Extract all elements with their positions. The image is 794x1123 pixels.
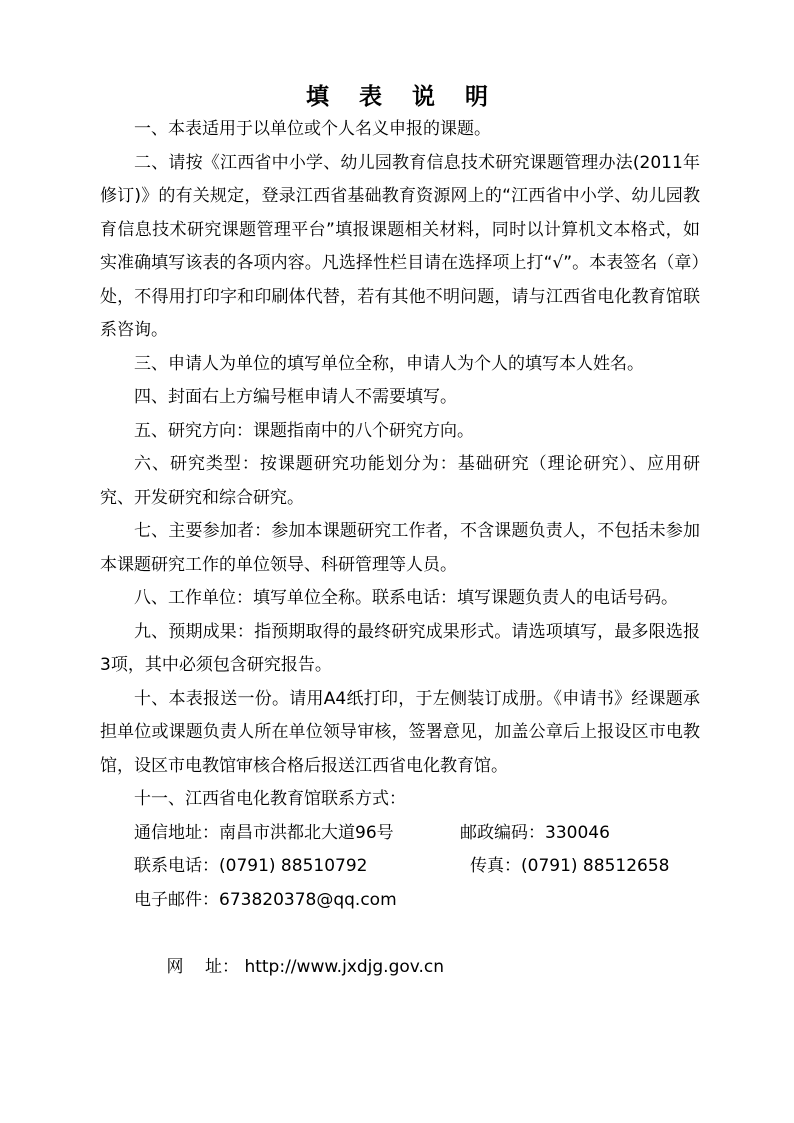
contact-row-email [100,884,700,918]
contact-fax: 传真：(0791) 88512658 [470,856,670,876]
instruction-item-10: 十、本表报送一份。请用A4纸打印，于左侧装订成册。《申请书》经课题承担单位或课题负责人所在单位领导审核，签署意见，加盖公章后上报设区市电教馆，设区市电教馆审核合格后报送江西省电化教育馆。 [100,688,700,776]
contact-phone: 联系电话：(0791) 88510792 [134,856,368,876]
instruction-item-3: 三、申请人为单位的填写单位全称，申请人为个人的填写本人姓名。 [134,353,644,374]
instruction-item-5: 五、研究方向：课题指南中的八个研究方向。 [134,420,474,441]
contact-website: 网 址： http://www.jxdjg.gov.cn [166,956,445,977]
contact-postcode: 邮政编码：330046 [460,822,610,843]
page-title: 填表说明 [306,83,518,110]
contact-row-phone [100,850,700,884]
contact-address: 通信地址：南昌市洪都北大道96号 [134,822,394,843]
instructions-body [100,113,700,977]
instruction-item-7: 七、主要参加者：参加本课题研究工作者，不含课题负责人，不包括未参加本课题研究工作的单位领导、科研管理等人员。 [100,521,700,575]
instruction-item-4: 四、封面右上方编号框申请人不需要填写。 [134,387,457,407]
contact-row-address [100,817,700,851]
contact-row-website [100,917,700,977]
contact-email: 电子邮件：673820378@qq.com [134,889,397,910]
instruction-item-8: 八、工作单位：填写单位全称。联系电话：填写课题负责人的电话号码。 [134,588,678,608]
instruction-item-6: 六、研究类型：按课题研究功能划分为：基础研究（理论研究）、应用研究、开发研究和综合研究。 [100,454,700,508]
instruction-item-1: 一、本表适用于以单位或个人名义申报的课题。 [134,119,491,139]
instruction-item-11: 十一、江西省电化教育馆联系方式： [134,789,406,809]
instruction-item-2: 二、请按《江西省中小学、幼儿园教育信息技术研究课题管理办法(2011年修订)》的有关规定，登录江西省基础教育资源网上的“江西省中小学、幼儿园教育信息技术研究课题管理平台”填报课题相关材料，同时以计算机文本格式，如实准确填写该表的各项内容。凡选择性栏目请在选择项上打“√”。本表签名（章）处，不得用打印字和印刷体代替，若有其他不明问题，请与江西省电化教育馆联系咨询。 [100,152,700,340]
instruction-item-9: 九、预期成果：指预期取得的最终研究成果形式。请选项填写，最多限选报3项，其中必须包含研究报告。 [100,621,700,675]
